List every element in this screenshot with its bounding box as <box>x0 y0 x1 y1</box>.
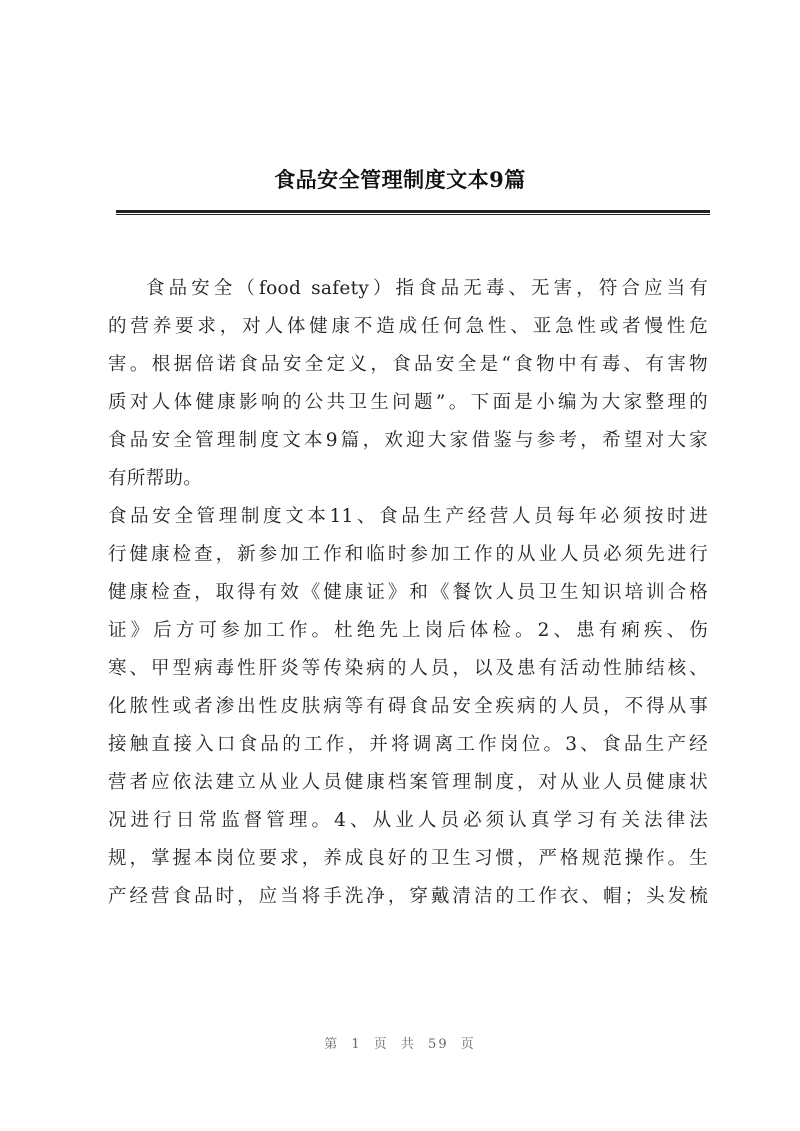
body-line: 况进行日常监督管理。4、从业人员必须认真学习有关法律法 <box>108 810 708 831</box>
body-line: 营者应依法建立从业人员健康档案管理制度，对从业人员健康状 <box>108 772 708 793</box>
body-line: 害。根据倍诺食品安全定义，食品安全是“食物中有毒、有害物 <box>108 354 708 375</box>
body-line: 食品安全管理制度文本9篇，欢迎大家借鉴与参考，希望对大家 <box>108 430 708 451</box>
body-line: 有所帮助。 <box>108 468 203 489</box>
body-line: 证》后方可参加工作。杜绝先上岗后体检。2、患有痢疾、伤 <box>108 620 708 641</box>
body-line: 质对人体健康影响的公共卫生问题”。下面是小编为大家整理的 <box>108 392 708 413</box>
body-line: 食品安全管理制度文本11、食品生产经营人员每年必须按时进 <box>108 506 708 527</box>
body-line: 寒、甲型病毒性肝炎等传染病的人员，以及患有活动性肺结核、 <box>108 658 708 679</box>
body-line: 规，掌握本岗位要求，养成良好的卫生习惯，严格规范操作。生 <box>108 848 708 869</box>
body-line: 行健康检查，新参加工作和临时参加工作的从业人员必须先进行 <box>108 544 708 565</box>
document-title: 食品安全管理制度文本9篇 <box>274 167 526 192</box>
page-number: 第 1 页 共 59 页 <box>324 1037 476 1052</box>
document-body <box>108 270 708 916</box>
title-divider <box>116 210 710 215</box>
body-line: 健康检查，取得有效《健康证》和《餐饮人员卫生知识培训合格 <box>108 582 708 603</box>
body-line: 化脓性或者渗出性皮肤病等有碍食品安全疾病的人员，不得从事 <box>108 696 708 717</box>
body-line: 食品安全（food safety）指食品无毒、无害，符合应当有 <box>146 278 708 299</box>
body-line: 产经营食品时，应当将手洗净，穿戴清洁的工作衣、帽；头发梳 <box>108 886 708 907</box>
body-line: 的营养要求，对人体健康不造成任何急性、亚急性或者慢性危 <box>108 316 708 337</box>
body-line: 接触直接入口食品的工作，并将调离工作岗位。3、食品生产经 <box>108 734 708 755</box>
